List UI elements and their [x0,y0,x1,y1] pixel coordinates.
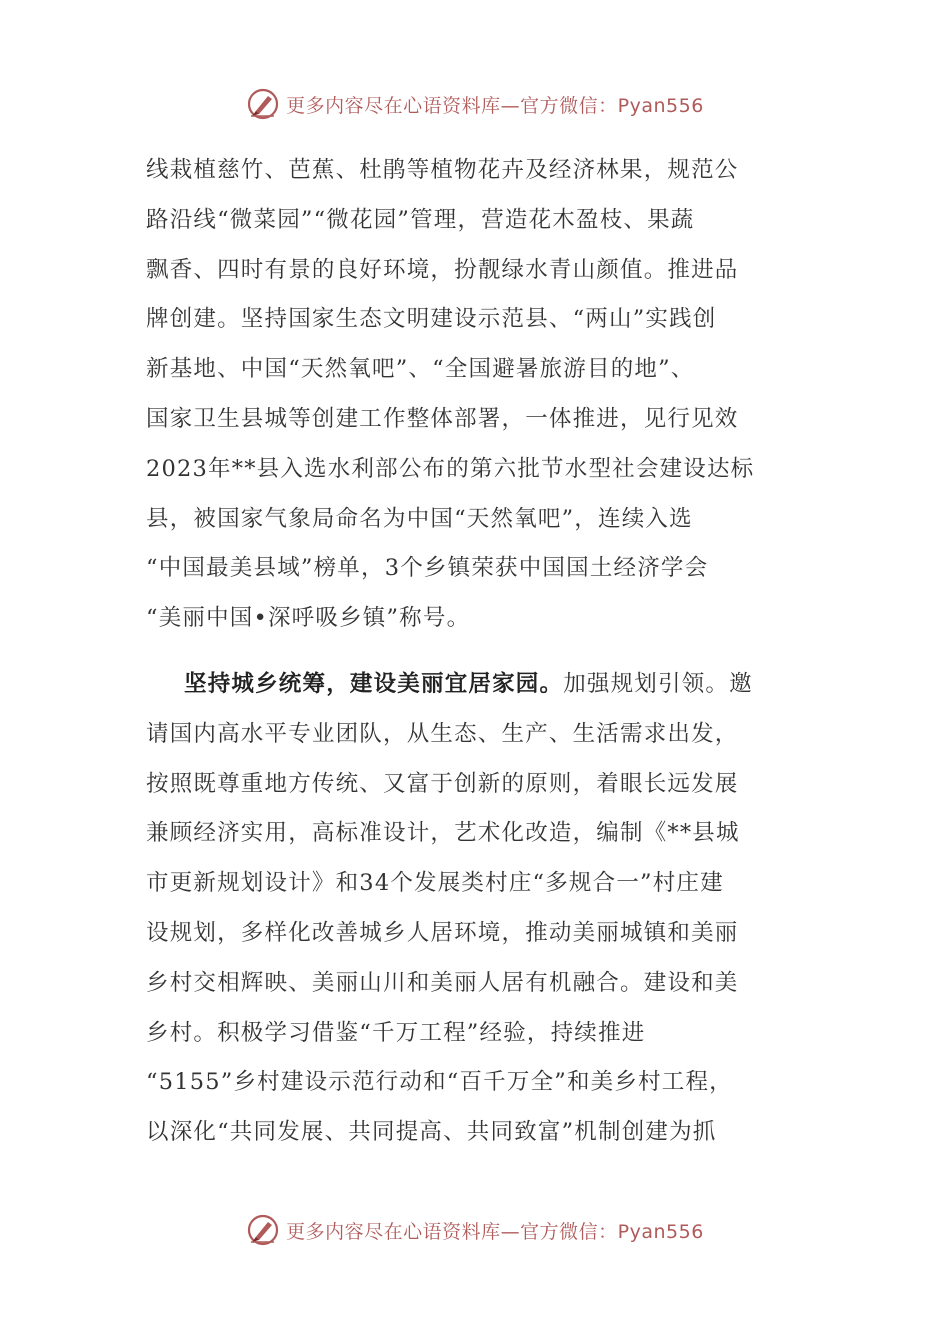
text-line: 乡村。积极学习借鉴“千万工程”经验，持续推进 [146,1019,646,1046]
text-line: 以深化“共同发展、共同提高、共同致富”机制创建为抓 [146,1119,717,1146]
pen-nib-logo-icon [246,87,280,121]
text-line: 市更新规划设计》和34个发展类村庄“多规合一”村庄建 [146,870,724,897]
text-line: “美丽中国•深呼吸乡镇”称号。 [146,605,471,632]
text-line: 国家卫生县城等创建工作整体部署，一体推进，见行见效 [146,405,739,432]
text-line: 乡村交相辉映、美丽山川和美丽人居有机融合。建设和美 [146,969,739,996]
header-watermark [0,84,950,124]
text-line: “5155”乡村建设示范行动和“百千万全”和美乡村工程， [146,1069,733,1096]
text-line: 县，被国家气象局命名为中国“天然氧吧”，连续入选 [146,505,693,532]
paragraph-2 [146,660,816,1158]
paragraph-heading: 坚持城乡统筹，建设美丽宜居家园。 [184,670,564,697]
text-line: 路沿线“微菜园”“微花园”管理，营造花木盈枝、果蔬 [146,206,695,233]
document-body [146,146,816,1158]
text-line: 兼顾经济实用，高标准设计，艺术化改造，编制《**县城 [146,820,740,847]
text-line: 线栽植慈竹、芭蕉、杜鹃等植物花卉及经济林果，规范公 [146,157,739,183]
text-line-first [146,660,816,710]
pen-nib-logo-icon [246,1213,280,1247]
footer-watermark-text: 更多内容尽在心语资料库—官方微信：Pyan556 [286,1220,704,1243]
text-line: 牌创建。坚持国家生态文明建设示范县、“两山”实践创 [146,306,717,333]
footer-watermark [0,1210,950,1250]
text-line: 设规划，多样化改善城乡人居环境，推动美丽城镇和美丽 [146,919,739,946]
text-line: 新基地、中国“天然氧吧”、“全国避暑旅游目的地”、 [146,356,695,383]
text-line: 请国内高水平专业团队，从生态、生产、生活需求出发， [146,720,739,747]
text-span: 加强规划引领。邀 [563,670,753,697]
text-line: “中国最美县域”榜单，3个乡镇荣获中国国土经济学会 [146,555,709,582]
text-line: 2023年**县入选水利部公布的第六批节水型社会建设达标 [146,455,755,482]
text-line: 飘香、四时有景的良好环境，扮靓绿水青山颜值。推进品 [146,256,739,283]
paragraph-1 [146,146,816,644]
text-line: 按照既尊重地方传统、又富于创新的原则，着眼长远发展 [146,770,739,797]
header-watermark-text: 更多内容尽在心语资料库—官方微信：Pyan556 [286,94,704,117]
